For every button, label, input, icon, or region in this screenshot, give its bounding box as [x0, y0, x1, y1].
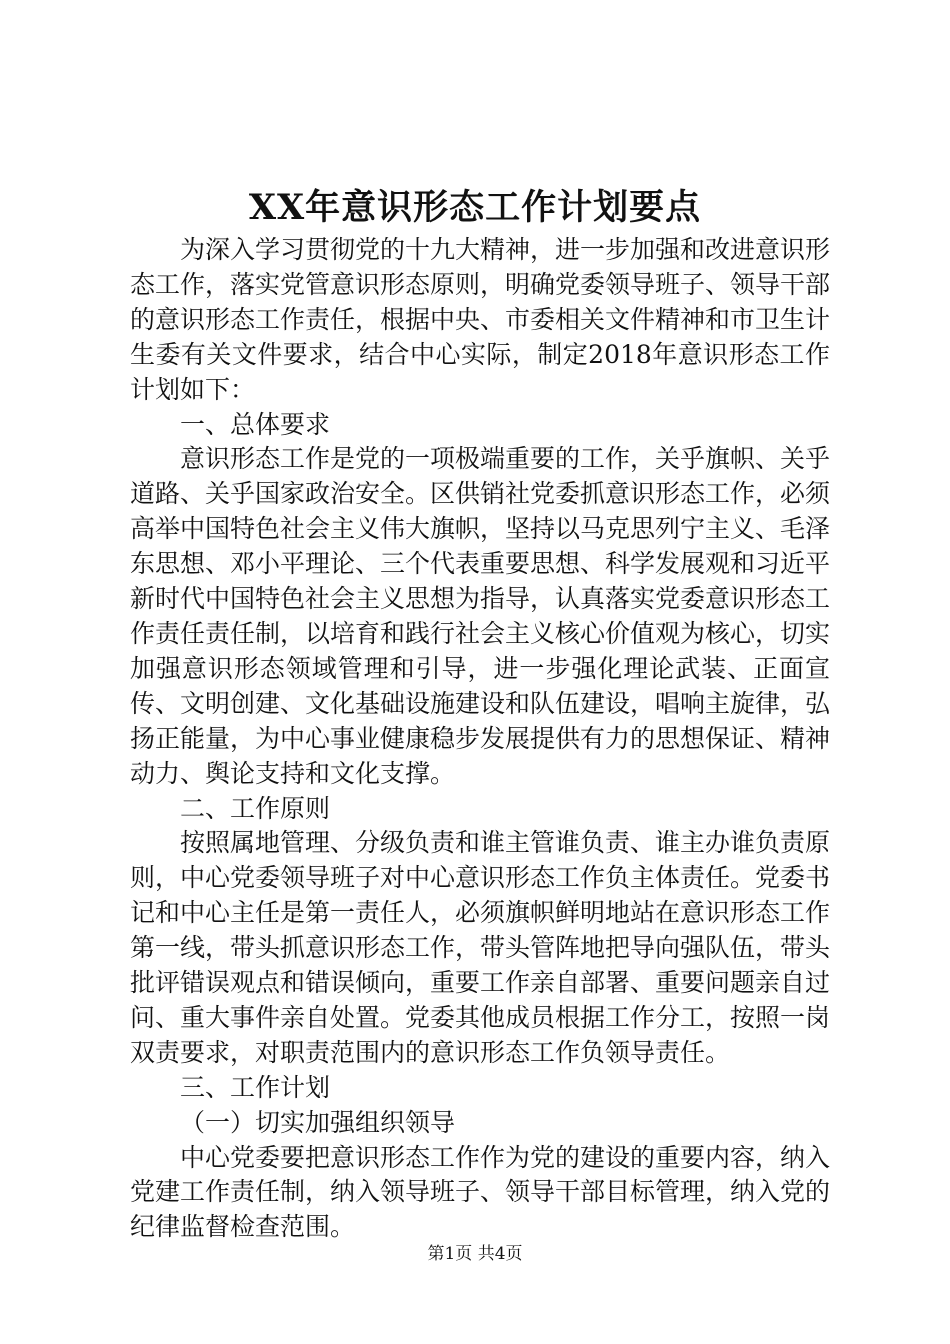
document-body [130, 233, 830, 1245]
page-number-footer: 第1页 共4页 [427, 1244, 523, 1264]
subsection-paragraph-organization: 中心党委要把意识形态工作作为党的建设的重要内容，纳入党建工作责任制，纳入领导班子、领导干部目标管理，纳入党的纪律监督检查范围。 [130, 1142, 831, 1242]
subsection-heading-organization: （一）切实加强组织领导 [180, 1107, 456, 1137]
section-heading-overall-requirements: 一、总体要求 [180, 409, 331, 439]
intro-paragraph: 为深入学习贯彻党的十九大精神，进一步加强和改进意识形态工作，落实党管意识形态原则，明确党委领导班子、领导干部的意识形态工作责任，根据中央、市委相关文件精神和市卫生计生委有关文件要求，结合中心实际，制定2018年意识形态工作计划如下： [130, 235, 831, 404]
section-heading-work-plan: 三、工作计划 [180, 1072, 331, 1102]
document-title: XX年意识形态工作计划要点 [248, 187, 702, 228]
section-paragraph-overall-requirements: 意识形态工作是党的一项极端重要的工作，关乎旗帜、关乎道路、关乎国家政治安全。区供销社党委抓意识形态工作，必须高举中国特色社会主义伟大旗帜，坚持以马克思列宁主义、毛泽东思想、邓小平理论、三个代表重要思想、科学发展观和习近平新时代中国特色社会主义思想为指导，认真落实党委意识形态工作责任责任制，以培育和践行社会主义核心价值观为核心，切实加强意识形态领域管理和引导，进一步强化理论武装、正面宣传、文明创建、文化基础设施建设和队伍建设，唱响主旋律，弘扬正能量，为中心事业健康稳步发展提供有力的思想保证、精神动力、舆论支持和文化支撑。 [130, 444, 831, 788]
section-paragraph-work-principles: 按照属地管理、分级负责和谁主管谁负责、谁主办谁负责原则，中心党委领导班子对中心意识形态工作负主体责任。党委书记和中心主任是第一责任人，必须旗帜鲜明地站在意识形态工作第一线，带头抓意识形态工作，带头管阵地把导向强队伍，带头批评错误观点和错误倾向，重要工作亲自部署、重要问题亲自过问、重大事件亲自处置。党委其他成员根据工作分工，按照一岗双责要求，对职责范围内的意识形态工作负领导责任。 [130, 828, 831, 1067]
section-heading-work-principles: 二、工作原则 [180, 793, 331, 823]
